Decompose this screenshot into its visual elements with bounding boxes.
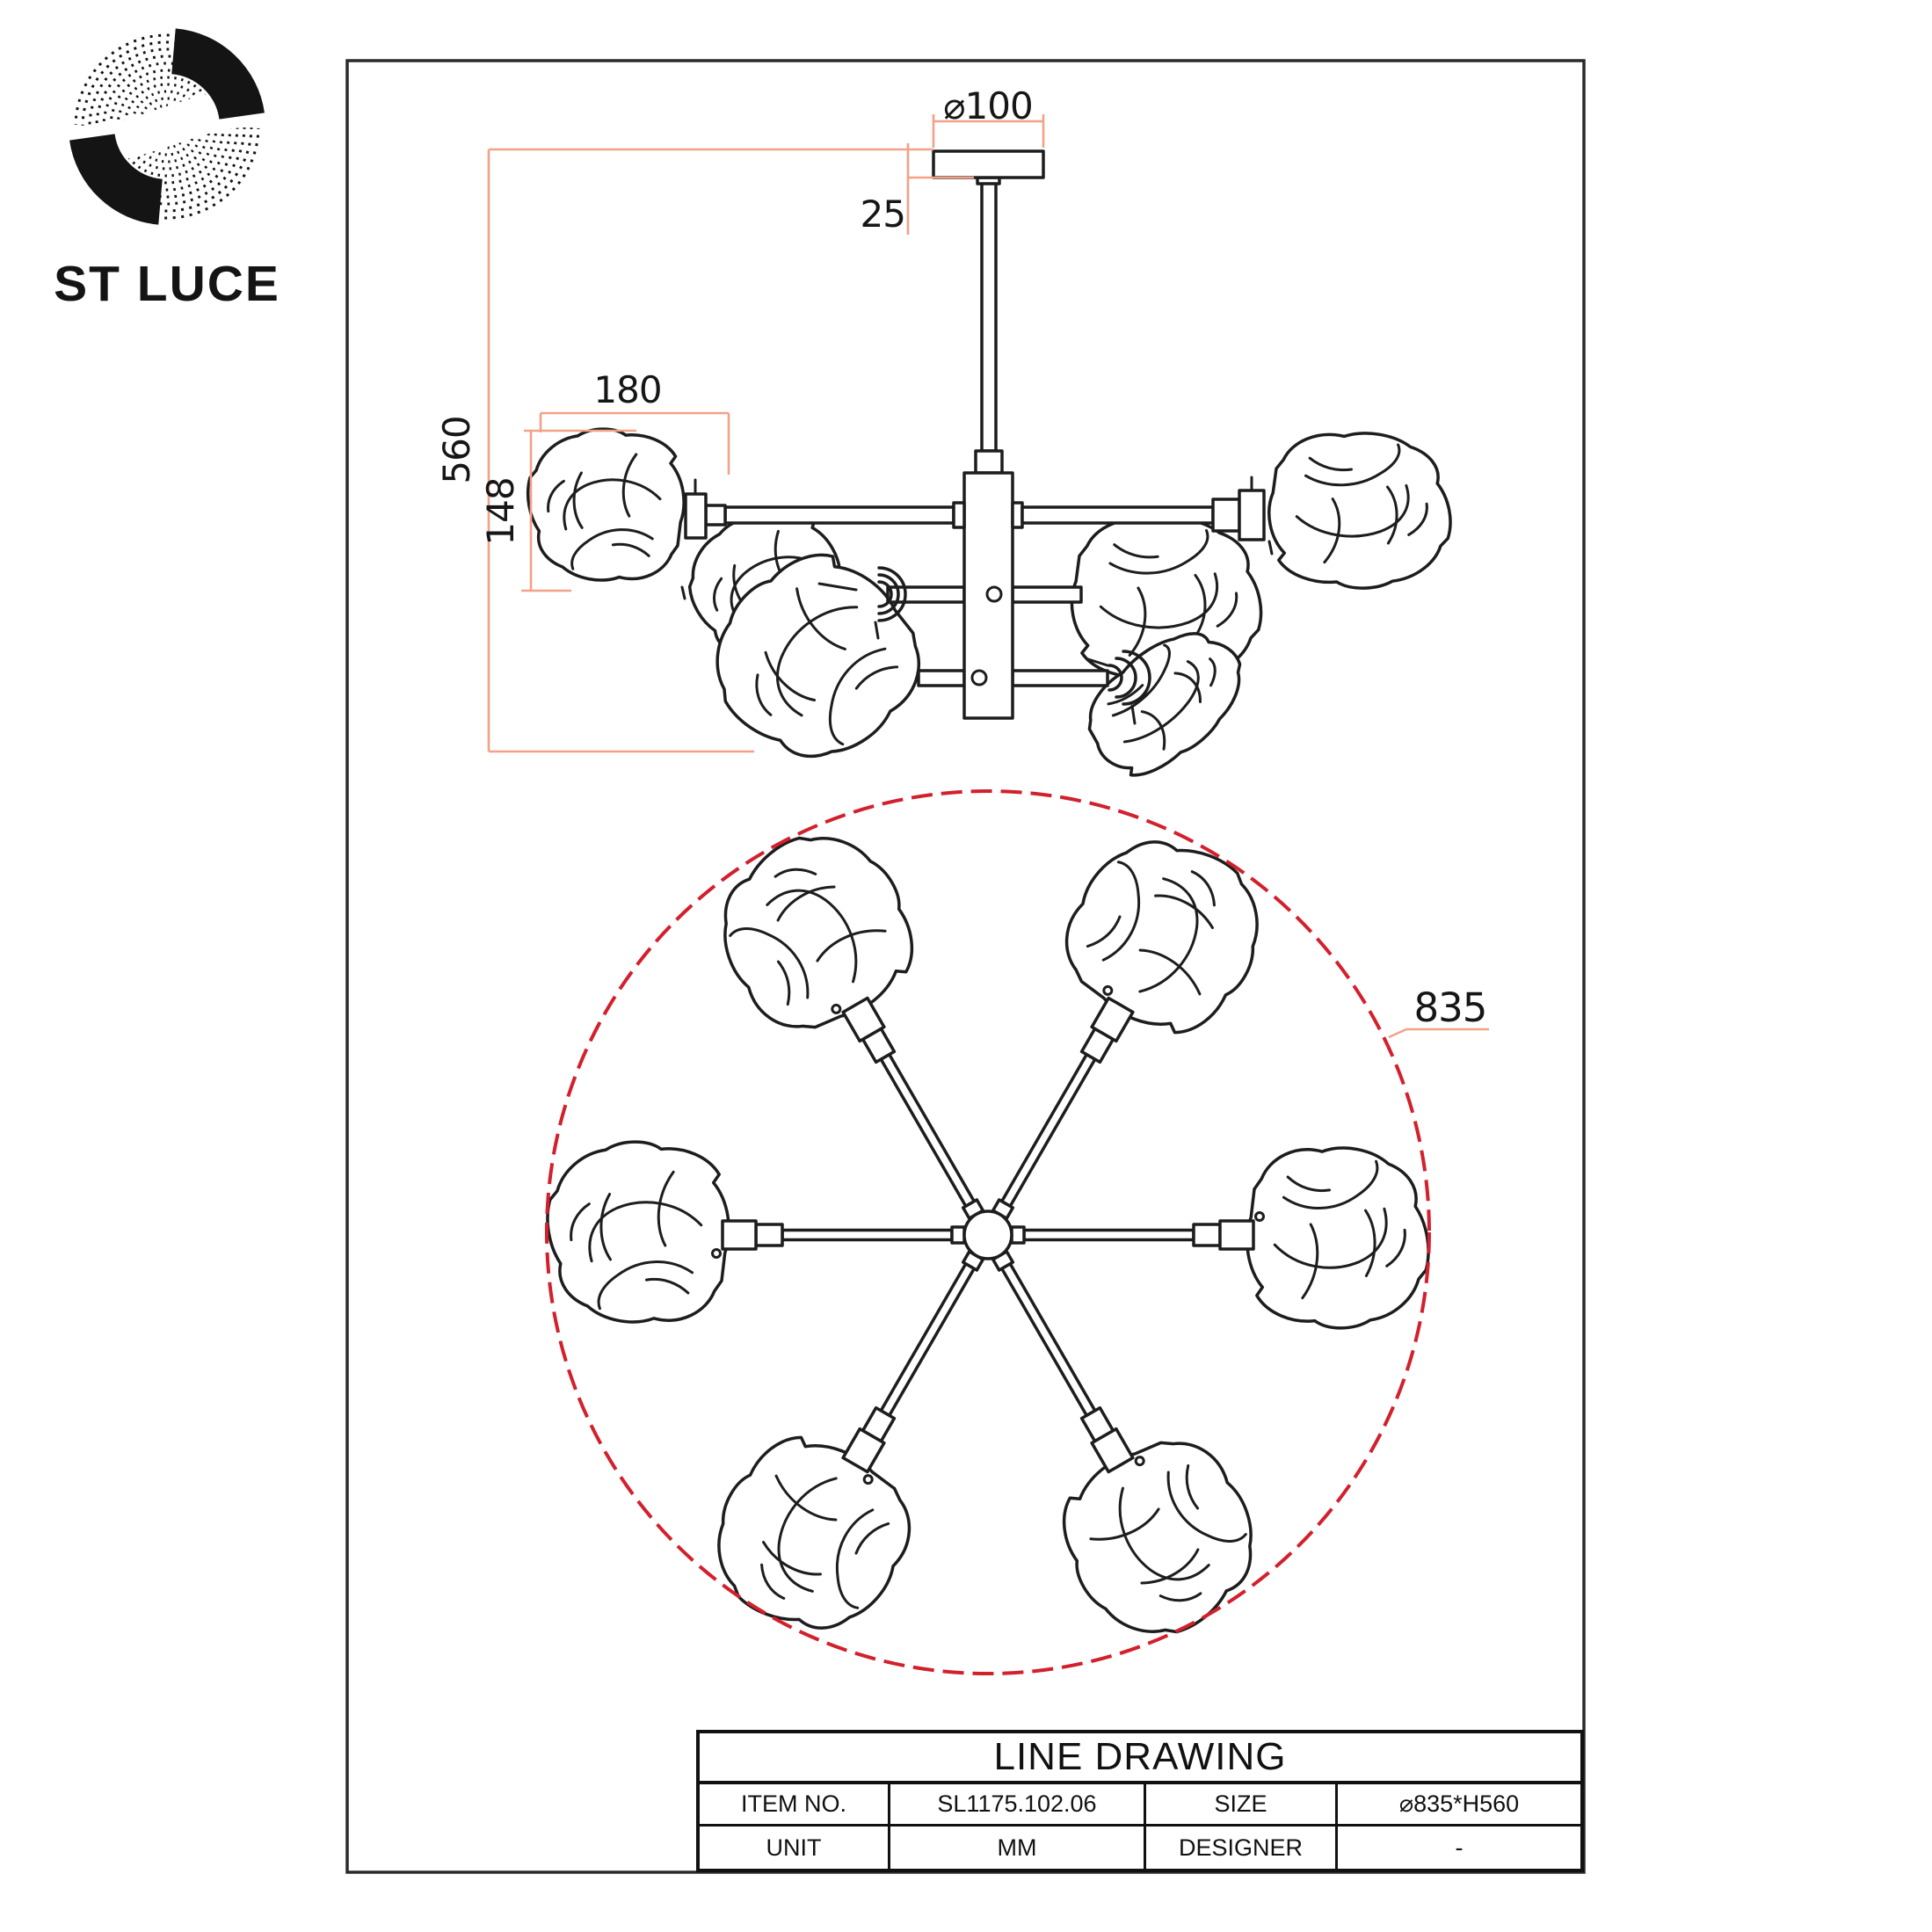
side-elevation-view: [528, 151, 1450, 795]
unit-value: MM: [888, 1827, 1144, 1869]
plan-arm: [548, 1142, 964, 1322]
title-block-table: [700, 1784, 1580, 1869]
designer-value: -: [1335, 1827, 1580, 1869]
size-value: ⌀835*H560: [1335, 1784, 1580, 1827]
ceiling-canopy: [933, 151, 1043, 178]
plan-view: [547, 791, 1429, 1674]
dim-canopy-diameter: ⌀100: [943, 84, 1033, 127]
central-stem: [933, 151, 1043, 718]
rock-shade: [1269, 433, 1450, 588]
plan-arm: [925, 810, 1289, 1261]
title-block: [696, 1730, 1584, 1872]
plan-arm: [687, 1209, 1051, 1660]
item-no-label: ITEM NO.: [700, 1784, 888, 1827]
plan-hub: [964, 1211, 1012, 1259]
dim-canopy-height: 25: [860, 192, 905, 236]
dim-shade-height: 148: [479, 477, 522, 546]
rock-shade: [528, 429, 684, 580]
title-block-title: LINE DRAWING: [700, 1733, 1580, 1784]
dim-overall-diameter: 835: [1413, 984, 1487, 1031]
size-label: SIZE: [1144, 1784, 1335, 1827]
dim-shade-width: 180: [593, 368, 662, 411]
plan-arm: [693, 807, 1057, 1258]
sheet-border: [347, 61, 1584, 1872]
unit-label: UNIT: [766, 1834, 822, 1861]
plan-arm: [1012, 1148, 1428, 1328]
stluce-logo-text: ST LUCE: [54, 256, 280, 312]
designer-label: DESIGNER: [1144, 1827, 1335, 1869]
item-no-value: SL1175.102.06: [888, 1784, 1144, 1827]
hanging-rod: [982, 183, 996, 451]
plan-arm: [919, 1212, 1283, 1663]
dim-total-height: 560: [435, 416, 478, 484]
